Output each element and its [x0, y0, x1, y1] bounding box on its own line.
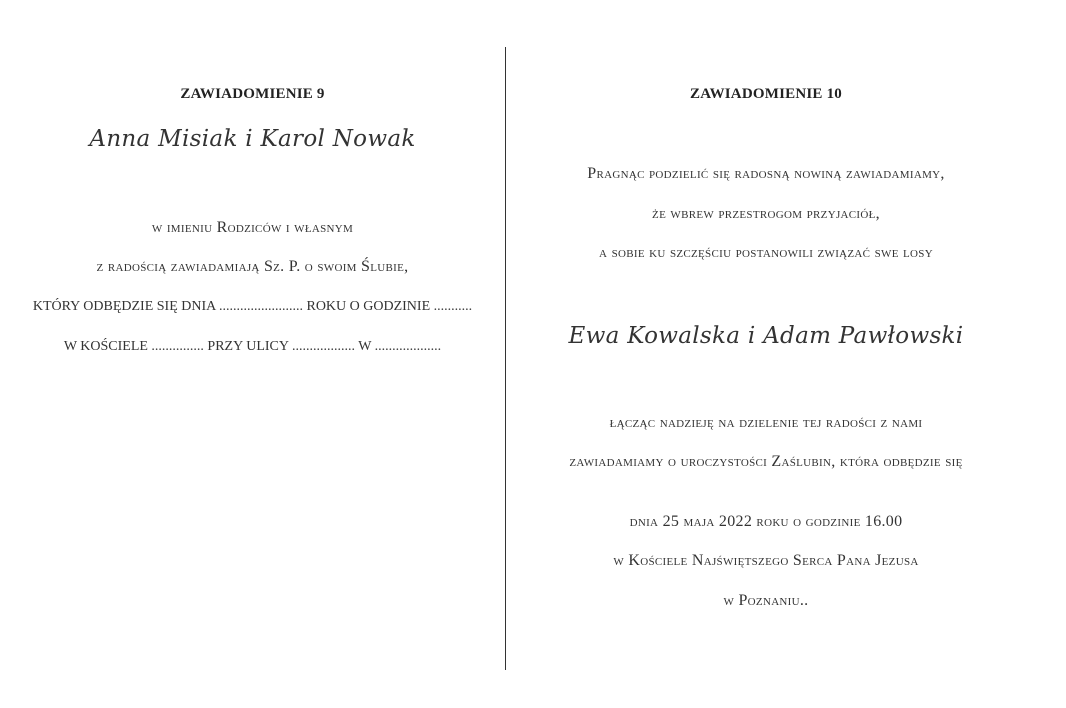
notice-9-line-3: KTÓRY ODBĘDZIE SIĘ DNIA ........................ ROKU O GODZINIE ........... [32, 299, 473, 314]
notice-10-detail-4: w Kościele Najświętszego Serca Pana Jezusa [613, 552, 919, 569]
notice-10-detail-3: dnia 25 maja 2022 roku o godzinie 16.00 [629, 513, 903, 530]
notice-10-detail-1: łącząc nadzieję na dzielenie tej radości z nami [609, 414, 923, 431]
notice-9-line-1: w imieniu Rodziców i własnym [151, 219, 354, 236]
notice-10-detail-5: w Poznaniu.. [723, 592, 809, 609]
notice-10-detail-2: zawiadamiamy o uroczystości Zaślubin, która odbędzie się [569, 453, 963, 470]
notice-10-intro-2: że wbrew przestrogom przyjaciół, [652, 205, 880, 222]
notice-9-line-2: z radością zawiadamiają Sz. P. o swoim Ślubie, [96, 258, 409, 275]
notice-10-intro-3: a sobie ku szczęściu postanowili związać swe losy [599, 244, 933, 261]
page-divider [505, 47, 506, 670]
notice-10-intro-1: Pragnąc podzielić się radosną nowiną zawiadamiamy, [587, 165, 945, 182]
notice-9-line-4: W KOŚCIELE ............... PRZY ULICY .................. W ................... [63, 339, 442, 354]
notice-9-heading: ZAWIADOMIENIE 9 [180, 86, 325, 102]
notice-10-heading: ZAWIADOMIENIE 10 [690, 86, 842, 102]
notice-10-couple-names: Ewa Kowalska i Adam Pawłowski [568, 323, 964, 349]
notice-9-couple-names: Anna Misiak i Karol Nowak [89, 126, 416, 152]
